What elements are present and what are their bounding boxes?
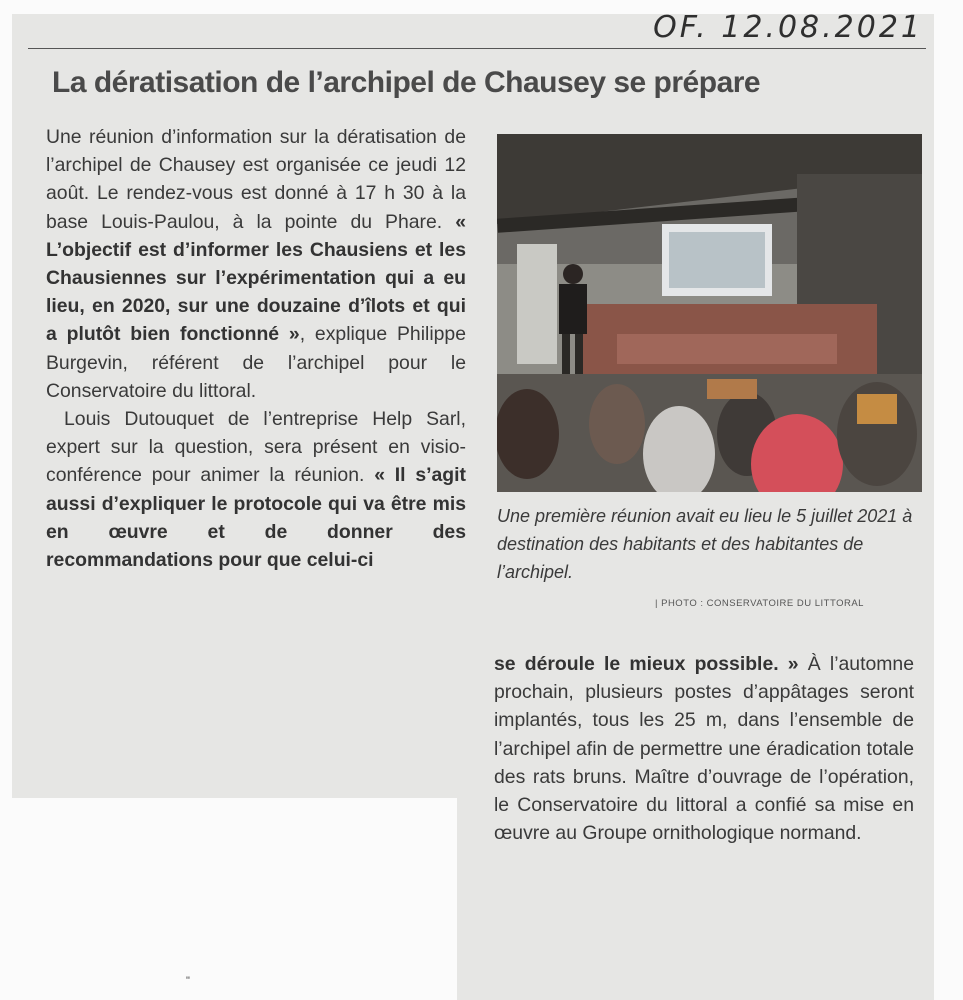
quote-burgevin: « L’objectif est d’informer les Chausiens et les Chausiennes sur l’expérimentation qui a eu lieu, en 2020, sur une douzaine d’îlots et qui a plutôt bien fonctionné » xyxy=(46,210,466,346)
article-column-left xyxy=(46,123,466,574)
photo-credit: | PHOTO : CONSERVATOIRE DU LITTORAL xyxy=(655,598,864,609)
article-column-right xyxy=(494,650,914,847)
margin-mark: " xyxy=(186,975,190,987)
headline: La dératisation de l’archipel de Chausey se prépare xyxy=(52,66,761,99)
quote-dutouquet-end: se déroule le mieux possible. » xyxy=(494,653,799,675)
paragraph-1: Une réunion d’information sur la dératisation de l’archipel de Chausey est organisée ce jeudi 12 août. Le rendez-vous est donné à 17 h 30 à la base Louis-Paulou, à la pointe du Phare. « L’objectif est d’informer les Chausiens et les Chausiennes sur l’expérimentation qui a eu lieu, en 2020, sur une douzaine d’îlots et qui a plutôt bien fonctionné », explique Philippe Burgevin, référent de l’archipel pour le Conservatoire du littoral. xyxy=(46,126,466,402)
handwritten-date: OF. 12.08.2021 xyxy=(653,10,923,45)
paragraph-2-continued: se déroule le mieux possible. » À l’automne prochain, plusieurs postes d’appâtages seront implantés, tous les 25 m, dans l’ensemble de l’archipel afin de permettre une éradication totale des rats bruns. Maître d’ouvrage de l’opération, le Conservatoire du littoral a confié sa mise en œuvre au Groupe ornithologique normand. xyxy=(494,653,914,845)
quote-dutouquet: « Il s’agit aussi d’expliquer le protocole qui va être mis en œuvre et de donner des recommandations pour que celui-ci xyxy=(46,464,466,572)
header-rule xyxy=(28,48,926,49)
photo-caption: Une première réunion avait eu lieu le 5 juillet 2021 à destination des habitants et des habitantes de l’archipel. xyxy=(497,506,913,582)
paragraph-2: Louis Dutouquet de l’entreprise Help Sarl, expert sur la question, sera présent en visio-conférence pour animer la réunion. « Il s’agit aussi d’expliquer le protocole qui va être mis en œuvre et de donner des recommandations pour que celui-ci xyxy=(46,408,466,572)
meeting-photo xyxy=(497,134,922,492)
